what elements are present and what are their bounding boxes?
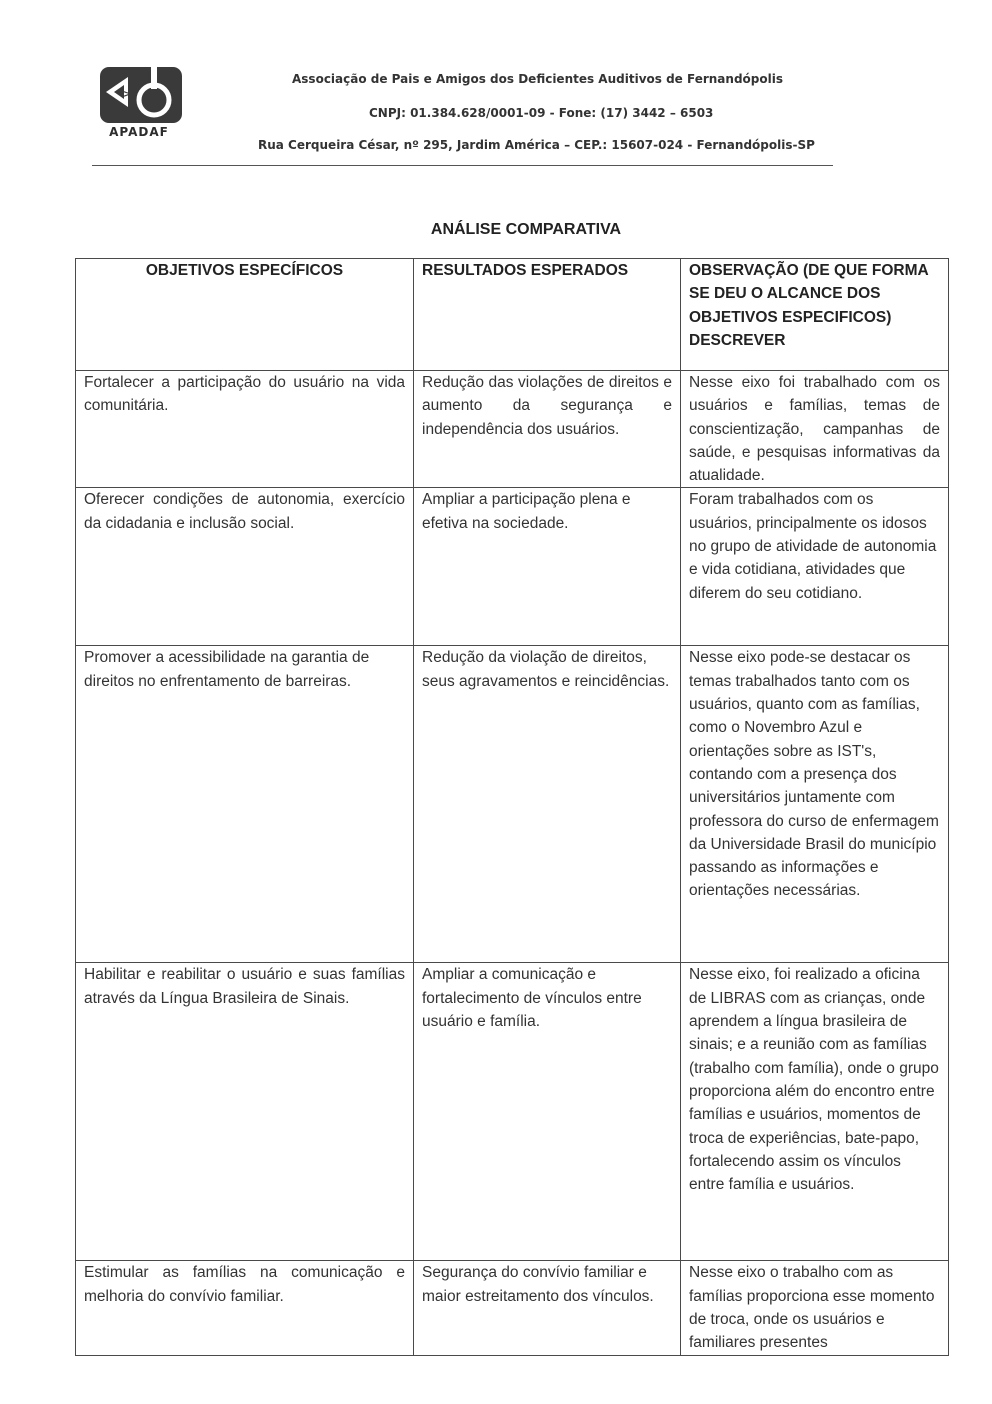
observacao-cell: Nesse eixo pode-se destacar os temas trabalhados tanto com os usuários, quanto com as famílias, como o Novembro Azul e orientações sobre as IST's, contando com a presença dos universitários juntamente com professora do curso de enfermagem da Universidade Brasil do município passando as informações e orientações necessárias. bbox=[681, 646, 949, 963]
svg-text:>: > bbox=[123, 89, 132, 100]
objetivo-cell: Oferecer condições de autonomia, exercício da cidadania e inclusão social. bbox=[76, 488, 414, 646]
resultado-cell: Redução da violação de direitos, seus agravamentos e reincidências. bbox=[414, 646, 681, 963]
table-header-row bbox=[76, 259, 949, 371]
header-observacao: OBSERVAÇÃO (DE QUE FORMA SE DEU O ALCANCE DOS OBJETIVOS ESPECIFICOS) DESCREVER bbox=[681, 259, 949, 371]
objetivo-cell: Promover a acessibilidade na garantia de direitos no enfrentamento de barreiras. bbox=[76, 646, 414, 963]
table-row bbox=[76, 488, 949, 646]
header-divider bbox=[92, 165, 833, 166]
cnpj-phone-line: CNPJ: 01.384.628/0001-09 - Fone: (17) 3442 – 6503 bbox=[369, 106, 714, 120]
address-line: Rua Cerqueira César, nº 295, Jardim América – CEP.: 15607-024 - Fernandópolis-SP bbox=[258, 138, 815, 152]
resultado-cell: Redução das violações de direitos e aumento da segurança e independência dos usuários. bbox=[414, 371, 681, 488]
observacao-cell: Foram trabalhados com os usuários, principalmente os idosos no grupo de atividade de autonomia e vida cotidiana, atividades que diferem do seu cotidiano. bbox=[681, 488, 949, 646]
table-row bbox=[76, 963, 949, 1261]
header-resultados: RESULTADOS ESPERADOS bbox=[414, 259, 681, 371]
resultado-cell: Ampliar a participação plena e efetiva na sociedade. bbox=[414, 488, 681, 646]
objetivo-cell: Estimular as famílias na comunicação e melhoria do convívio familiar. bbox=[76, 1261, 414, 1355]
observacao-cell: Nesse eixo, foi realizado a oficina de LIBRAS com as crianças, onde aprendem a língua brasileira de sinais; e a reunião com as famílias (trabalho com família), onde o grupo proporciona além do encontro entre famílias e usuários, momentos de troca de experiências, bate-papo, fortalecendo assim os vínculos entre família e usuários. bbox=[681, 963, 949, 1261]
table-row bbox=[76, 371, 949, 488]
observacao-cell: Nesse eixo o trabalho com as famílias proporciona esse momento de troca, onde os usuários e familiares presentes bbox=[681, 1261, 949, 1355]
objetivo-cell: Fortalecer a participação do usuário na vida comunitária. bbox=[76, 371, 414, 488]
resultado-cell: Segurança do convívio familiar e maior estreitamento dos vínculos. bbox=[414, 1261, 681, 1355]
header-objetivos: OBJETIVOS ESPECÍFICOS bbox=[76, 259, 414, 371]
table-row bbox=[76, 646, 949, 963]
table-row bbox=[76, 1261, 949, 1355]
resultado-cell: Ampliar a comunicação e fortalecimento de vínculos entre usuário e família. bbox=[414, 963, 681, 1261]
observacao-cell: Nesse eixo foi trabalhado com os usuários e famílias, temas de conscientização, campanhas de saúde, e pesquisas informativas da atualidade. bbox=[681, 371, 949, 488]
logo-wordmark: APADAF bbox=[109, 125, 169, 139]
comparative-analysis-table bbox=[75, 258, 949, 1356]
organization-name: Associação de Pais e Amigos dos Deficientes Auditivos de Fernandópolis bbox=[292, 72, 783, 86]
objetivo-cell: Habilitar e reabilitar o usuário e suas famílias através da Língua Brasileira de Sinais. bbox=[76, 963, 414, 1261]
document-title: ANÁLISE COMPARATIVA bbox=[430, 221, 622, 238]
